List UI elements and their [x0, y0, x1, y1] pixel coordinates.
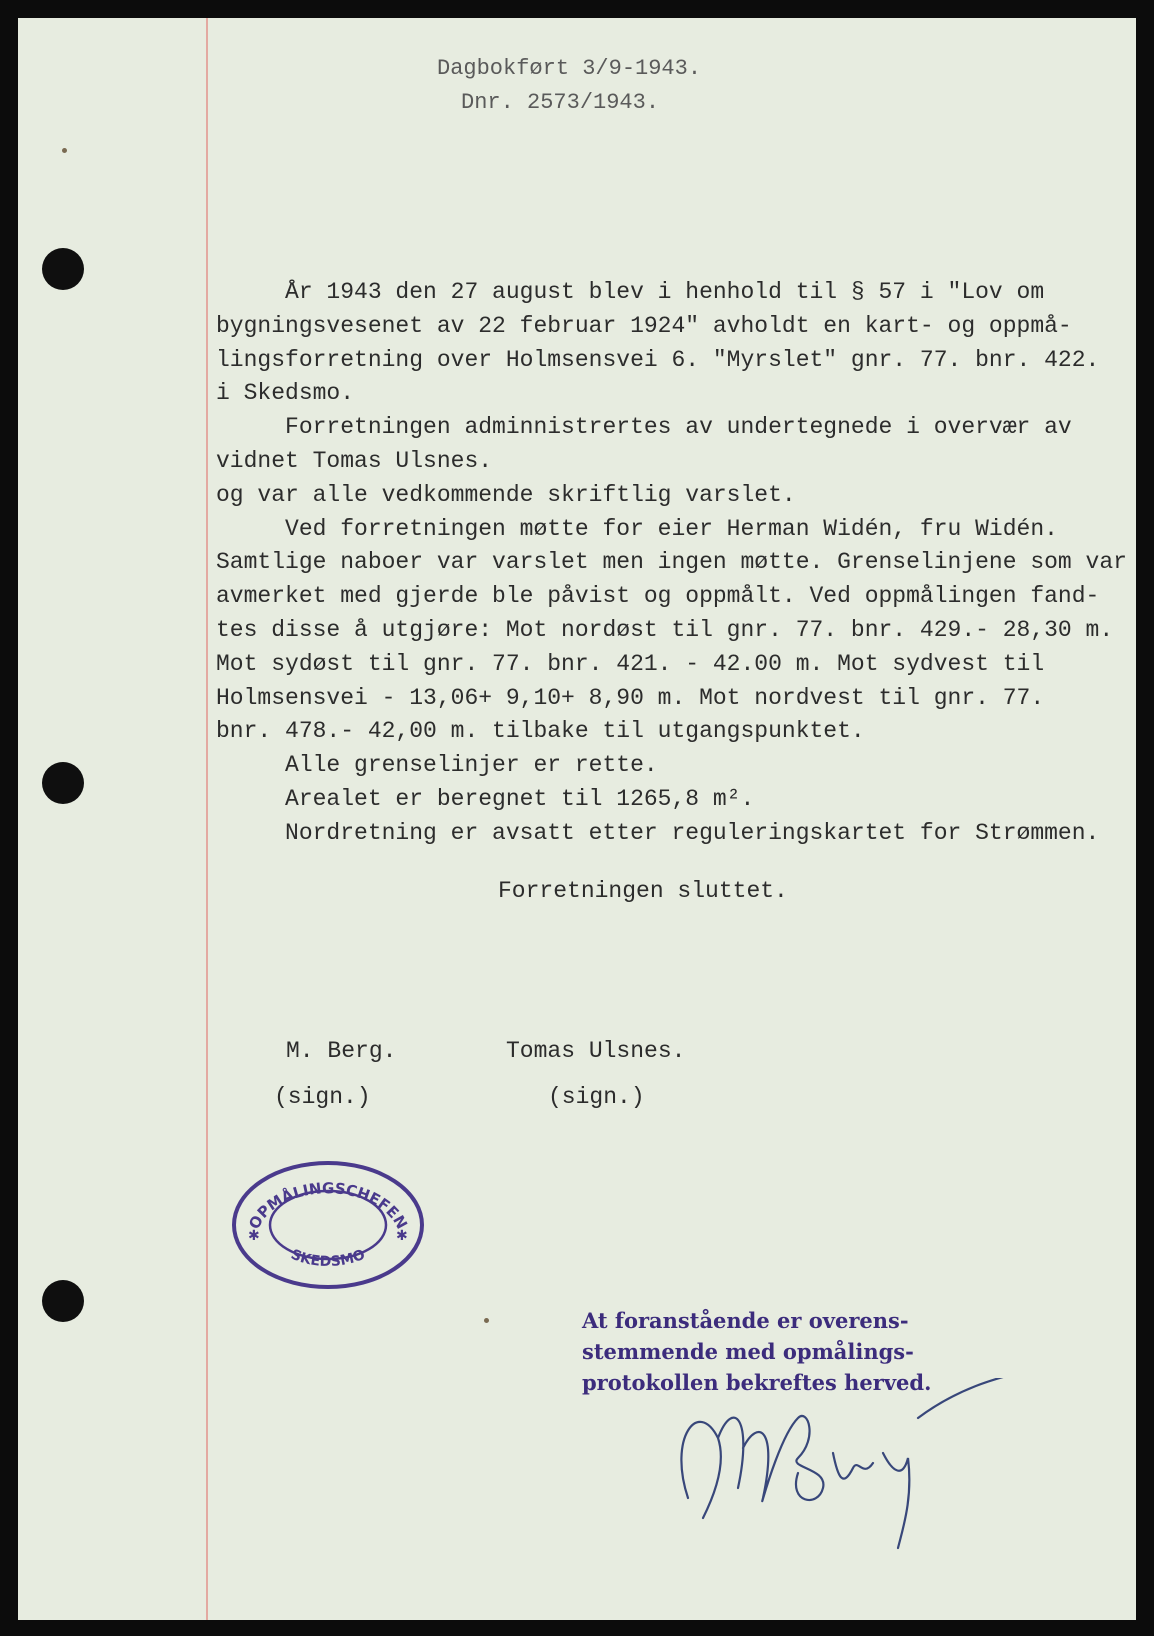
- registration-number: Dnr. 2573/1943.: [461, 90, 660, 115]
- svg-text:✱: ✱: [248, 1228, 260, 1244]
- text-line: Alle grenselinjer er rette.: [216, 752, 658, 779]
- signature-note: (sign.): [548, 1084, 645, 1110]
- stamp-bottom-text: SKEDSMO: [288, 1246, 368, 1271]
- text-line: År 1943 den 27 august blev i henhold til § 57 i "Lov om: [216, 279, 1045, 305]
- paper-speck: [484, 1318, 489, 1323]
- closing-line: Forretningen sluttet.: [498, 878, 788, 904]
- text-line: Forretningen adminnistrertes av undertegnede i overvær av: [216, 414, 1072, 441]
- text-line: bygningsvesenet av 22 februar 1924" avholdt en kart- og oppmå-: [216, 312, 1072, 339]
- registration-date: Dagbokført 3/9-1943.: [437, 56, 702, 81]
- text-line: vidnet Tomas Ulsnes.: [216, 447, 493, 474]
- text-line: Arealet er beregnet til 1265,8 m².: [216, 785, 755, 812]
- margin-rule: [206, 18, 208, 1620]
- text-line: bnr. 478.- 42,00 m. tilbake til utgangspunktet.: [216, 718, 865, 745]
- certification-line: protokollen bekreftes herved.: [582, 1370, 932, 1395]
- signature-note: (sign.): [274, 1084, 371, 1110]
- text-line: Mot sydøst til gnr. 77. bnr. 421. - 42.00 m. Mot sydvest til: [216, 650, 1045, 677]
- text-line: Ved forretningen møtte for eier Herman Widén, fru Widén.: [216, 515, 1058, 542]
- text-line: i Skedsmo.: [216, 380, 355, 407]
- signatory-name: M. Berg.: [286, 1038, 397, 1064]
- text-line: Holmsensvei - 13,06+ 9,10+ 8,90 m. Mot nordvest til gnr. 77.: [216, 684, 1045, 711]
- text-line: og var alle vedkommende skriftlig varslet.: [216, 481, 796, 508]
- svg-text:✱: ✱: [396, 1228, 408, 1244]
- punch-hole-top: [42, 248, 84, 290]
- certification-line: At foranstående er overens-: [582, 1308, 909, 1333]
- text-line: tes disse å utgjøre: Mot nordøst til gnr. 77. bnr. 429.- 28,30 m.: [216, 616, 1114, 643]
- svg-text:SKEDSMO: [289, 1247, 368, 1270]
- text-line: lingsforretning over Holmsensvei 6. "Myrslet" gnr. 77. bnr. 422.: [216, 346, 1100, 373]
- paper-speck: [62, 148, 67, 153]
- text-line: avmerket med gjerde ble påvist og oppmålt. Ved oppmålingen fand-: [216, 583, 1100, 610]
- handwritten-signature: [658, 1378, 1068, 1558]
- stamp-top-text: OPMÅLINGSCHEFEN: [245, 1179, 411, 1233]
- punch-hole-bottom: [42, 1280, 84, 1322]
- text-line: Samtlige naboer var varslet men ingen møtte. Grenselinjene som var: [216, 549, 1127, 576]
- text-line: Nordretning er avsatt etter reguleringskartet for Strømmen.: [216, 819, 1100, 846]
- punch-hole-middle: [42, 762, 84, 804]
- protocol-text: [216, 276, 1127, 851]
- document-page: [18, 18, 1136, 1620]
- official-stamp: [228, 1158, 428, 1292]
- signatory-name: Tomas Ulsnes.: [506, 1038, 686, 1064]
- certification-line: stemmende med opmålings-: [582, 1339, 914, 1364]
